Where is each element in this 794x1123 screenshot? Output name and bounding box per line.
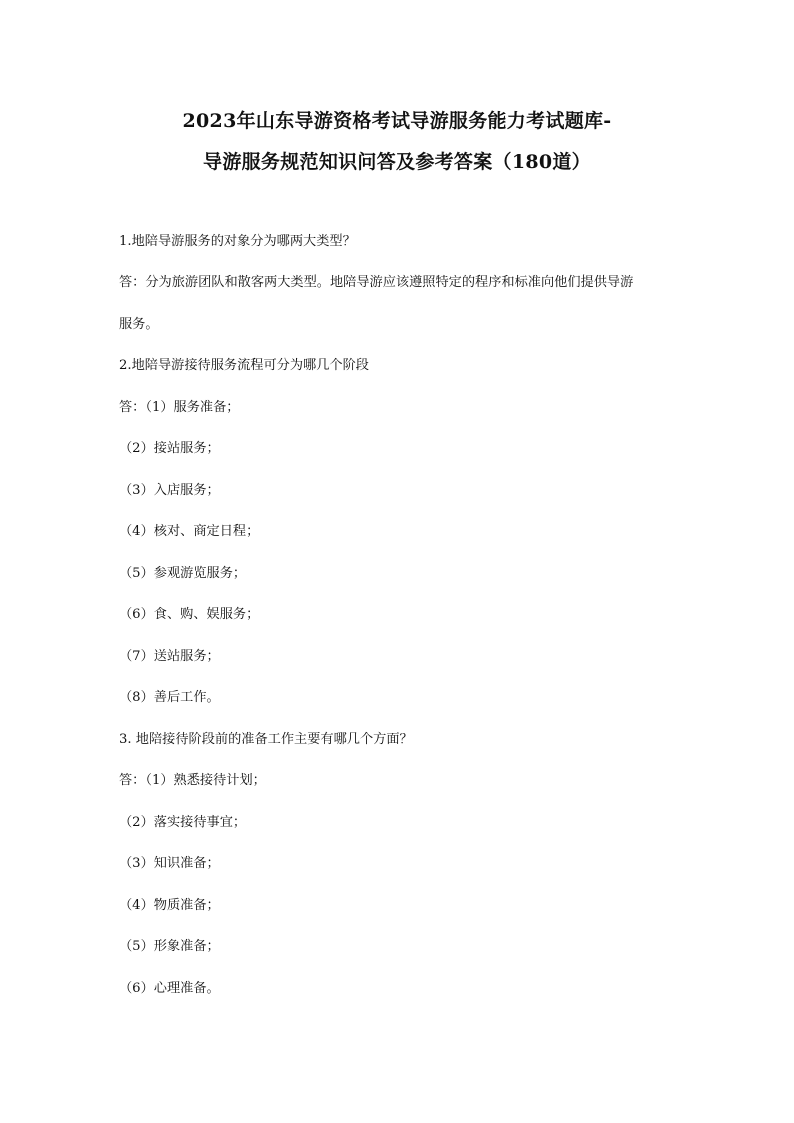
- answer-2-item-3: （3）入店服务；: [119, 483, 220, 498]
- answer-1-line-2: 服务。: [119, 317, 159, 332]
- document-title-line-1: 2023年山东导游资格考试导游服务能力考试题库-: [182, 110, 612, 132]
- answer-2-item-2: （2）接站服务；: [119, 441, 220, 456]
- answer-3-item-2: （2）落实接待事宜；: [119, 815, 247, 830]
- question-3: 3. 地陪接待阶段前的准备工作主要有哪几个方面？: [119, 732, 413, 747]
- answer-1-line-1: 答：分为旅游团队和散客两大类型。地陪导游应该遵照特定的程序和标准向他们提供导游: [119, 275, 634, 290]
- answer-3-item-5: （5）形象准备；: [119, 939, 220, 954]
- answer-2-item-7: （7）送站服务；: [119, 649, 220, 664]
- answer-3-item-4: （4）物质准备；: [119, 898, 220, 913]
- answer-2-item-1: 答：（1）服务准备；: [119, 400, 240, 415]
- question-1: 1.地陪导游服务的对象分为哪两大类型？: [119, 234, 356, 249]
- answer-2-item-6: （6）食、购、娱服务；: [119, 607, 260, 622]
- answer-2-item-4: （4）核对、商定日程；: [119, 524, 260, 539]
- answer-2-item-5: （5）参观游览服务；: [119, 566, 247, 581]
- answer-3-item-3: （3）知识准备；: [119, 856, 220, 871]
- question-2: 2.地陪导游接待服务流程可分为哪几个阶段: [119, 358, 369, 373]
- answer-2-item-8: （8）善后工作。: [119, 690, 220, 705]
- document-title-line-2: 导游服务规范知识问答及参考答案（180道）: [203, 151, 591, 173]
- answer-3-item-1: 答：（1）熟悉接待计划；: [119, 773, 266, 788]
- answer-3-item-6: （6）心理准备。: [119, 981, 220, 996]
